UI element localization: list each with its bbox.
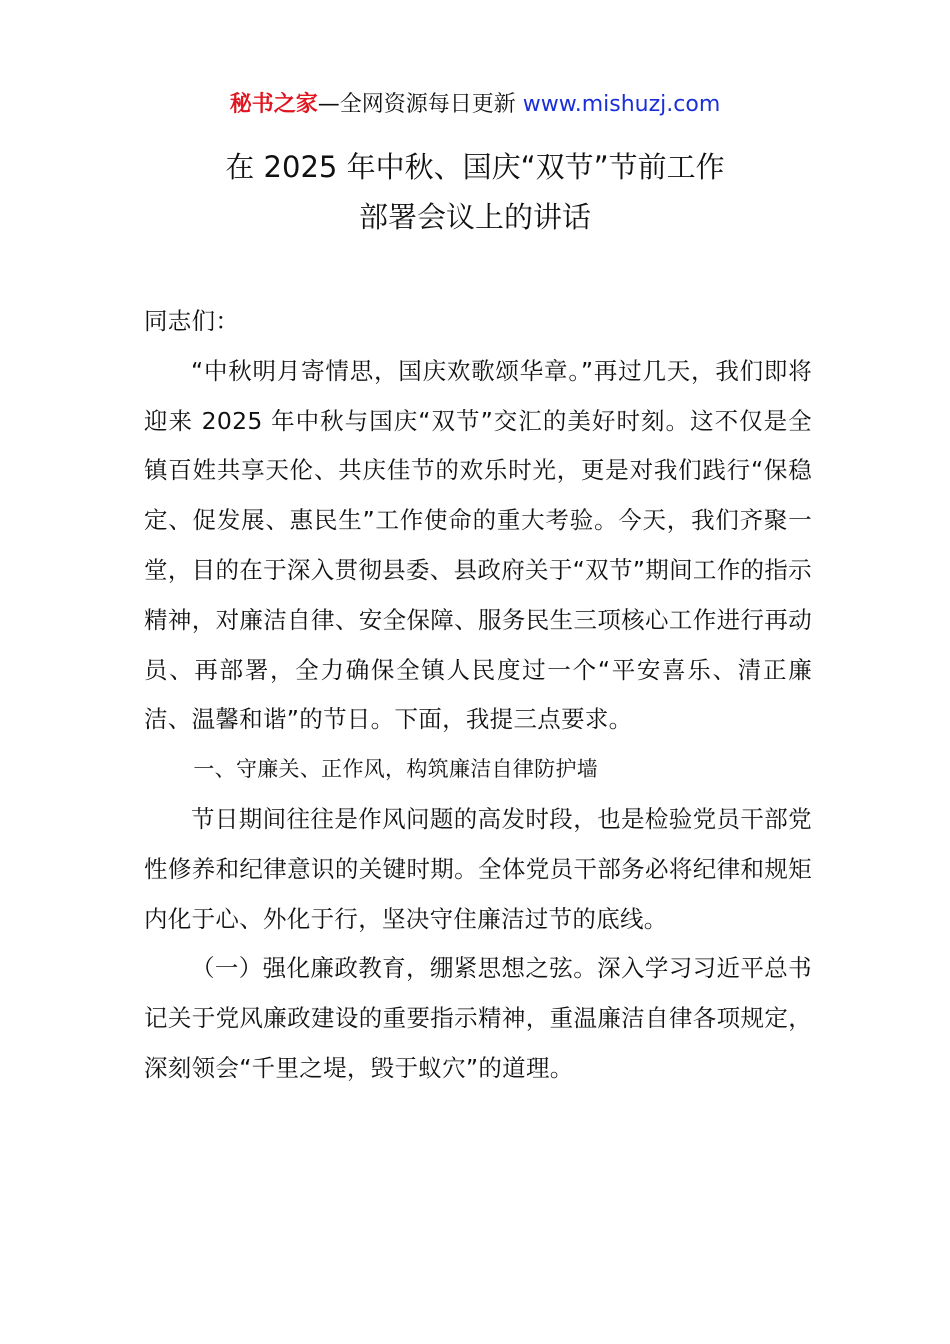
paragraph-section-1: 节日期间往往是作风问题的高发时段，也是检验党员干部党性修养和纪律意识的关键时期。全体党员干部务必将纪律和规矩内化于心、外化于行，坚决守住廉洁过节的底线。 — [144, 804, 812, 933]
salutation: 同志们： — [144, 307, 240, 335]
paragraph-subsection-1: （一）强化廉政教育，绷紧思想之弦。深入学习习近平总书记关于党风廉政建设的重要指示精神，重温廉洁自律各项规定，深刻领会“千里之堤，毁于蚁穴”的道理。 — [144, 954, 812, 1082]
site-tagline: —全网资源每日更新 — [317, 92, 523, 117]
document-title-line-1: 在 2025 年中秋、国庆“双节”节前工作 — [225, 150, 725, 184]
document-title-line-2: 部署会议上的讲话 — [358, 200, 591, 234]
site-header — [0, 90, 950, 120]
section-heading-1: 一、守廉关、正作风，构筑廉洁自律防护墙 — [193, 757, 599, 782]
site-brand: 秘书之家 — [229, 92, 318, 117]
paragraph-intro: “中秋明月寄情思，国庆欢歌颂华章。”再过几天，我们即将迎来 2025 年中秋与国庆“双节”交汇的美好时刻。这不仅是全镇百姓共享天伦、共庆佳节的欢乐时光，更是对我们践行“保稳定、促发展、惠民生”工作使命的重大考验。今天，我们齐聚一堂，目的在于深入贯彻县委、县政府关于“双节”期间工作的指示精神，对廉洁自律、安全保障、服务民生三项核心工作进行再动员、再部署，全力确保全镇人民度过一个“平安喜乐、清正廉洁、温馨和谐”的节日。下面，我提三点要求。 — [144, 356, 812, 734]
document-body — [144, 297, 812, 1094]
site-url-link[interactable]: www.mishuzj.com — [522, 92, 721, 117]
